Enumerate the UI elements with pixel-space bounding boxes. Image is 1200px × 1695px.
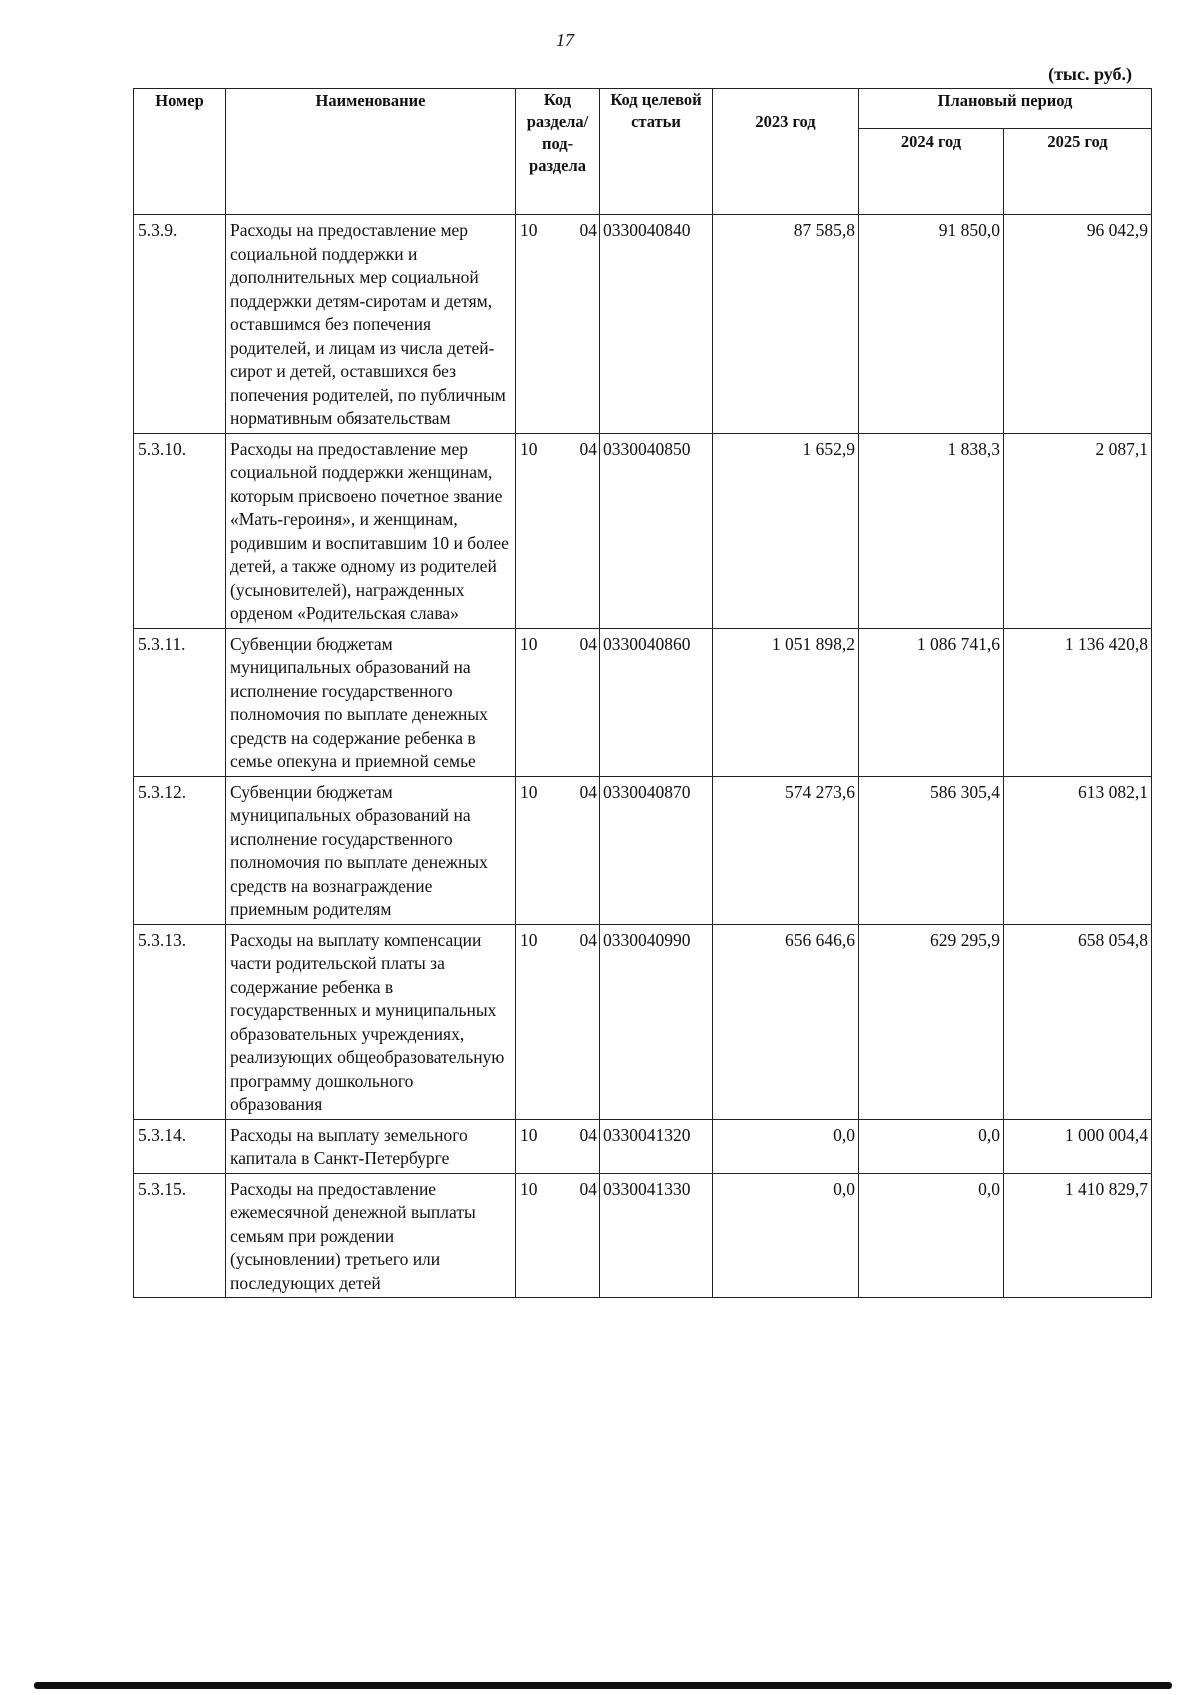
header-target-code: Код целевой статьи <box>600 89 713 215</box>
row-value-2023: 656 646,6 <box>713 924 859 1119</box>
row-target-code: 0330040860 <box>600 628 713 776</box>
page-bottom-border <box>34 1682 1172 1689</box>
row-target-code: 0330040870 <box>600 776 713 924</box>
row-subsection: 04 <box>579 781 597 802</box>
table-row <box>134 1173 1152 1298</box>
row-value-2023: 1 051 898,2 <box>713 628 859 776</box>
row-subsection: 04 <box>579 438 597 459</box>
table-row <box>134 924 1152 1119</box>
row-value-2024: 1 086 741,6 <box>859 628 1004 776</box>
row-section: 10 <box>520 929 538 950</box>
row-subsection: 04 <box>579 220 597 240</box>
row-number: 5.3.11. <box>134 628 226 776</box>
row-section: 10 <box>520 781 538 802</box>
table-row <box>134 628 1152 776</box>
budget-table <box>133 88 1152 1298</box>
row-section-code <box>516 1173 600 1298</box>
row-value-2024: 91 850,0 <box>859 215 1004 434</box>
row-value-2025: 2 087,1 <box>1004 433 1152 628</box>
row-value-2023: 1 652,9 <box>713 433 859 628</box>
row-section-code <box>516 628 600 776</box>
table-row <box>134 433 1152 628</box>
row-value-2023: 574 273,6 <box>713 776 859 924</box>
row-number: 5.3.10. <box>134 433 226 628</box>
row-number: 5.3.15. <box>134 1173 226 1298</box>
row-section: 10 <box>520 438 538 459</box>
header-year-2025: 2025 год <box>1004 129 1152 215</box>
row-value-2025: 613 082,1 <box>1004 776 1152 924</box>
table-row <box>134 215 1152 434</box>
row-target-code: 0330040850 <box>600 433 713 628</box>
header-year-2023: 2023 год <box>713 89 859 215</box>
row-name: Расходы на выплату компенсации части родительской платы за содержание ребенка в государственных и муниципальных образовательных учреждениях, реализующих общеобразовательную программу дошкольного образования <box>226 924 516 1119</box>
header-number: Номер <box>134 89 226 215</box>
row-value-2024: 629 295,9 <box>859 924 1004 1119</box>
row-value-2023: 87 585,8 <box>713 215 859 434</box>
row-section-code <box>516 433 600 628</box>
row-target-code: 0330041330 <box>600 1173 713 1298</box>
row-subsection: 04 <box>579 1178 597 1199</box>
row-subsection: 04 <box>579 633 597 654</box>
row-number: 5.3.12. <box>134 776 226 924</box>
row-number: 5.3.9. <box>134 215 226 434</box>
row-section-code <box>516 776 600 924</box>
row-name: Расходы на предоставление мер социальной поддержки женщинам, которым присвоено почетное звание «Мать-героиня», и женщинам, родившим и воспитавшим 10 и более детей, а также одному из родителей (усыновителей), награжденных орденом «Родительская слава» <box>226 433 516 628</box>
units-label: (тыс. руб.) <box>1048 64 1132 84</box>
row-subsection: 04 <box>579 929 597 950</box>
header-section-code: Код раздела/ под-раздела <box>516 89 600 215</box>
row-name: Расходы на предоставление мер социальной поддержки и дополнительных мер социальной поддержки детям-сиротам и детям, оставшимся без попечения родителей, и лицам из числа детей-сирот и детей, оставшихся без попечения родителей, по публичным нормативным обязательствам <box>226 215 516 434</box>
row-subsection: 04 <box>579 1124 597 1145</box>
row-value-2025: 1 000 004,4 <box>1004 1119 1152 1173</box>
row-value-2024: 0,0 <box>859 1173 1004 1298</box>
row-value-2024: 0,0 <box>859 1119 1004 1173</box>
row-section: 10 <box>520 220 538 240</box>
row-number: 5.3.14. <box>134 1119 226 1173</box>
row-value-2024: 1 838,3 <box>859 433 1004 628</box>
header-planning-period: Плановый период <box>859 89 1152 129</box>
row-name: Субвенции бюджетам муниципальных образований на исполнение государственного полномочия по выплате денежных средств на содержание ребенка в семье опекуна и приемной семье <box>226 628 516 776</box>
table-body <box>134 215 1152 1298</box>
header-name: Наименование <box>226 89 516 215</box>
table-row <box>134 776 1152 924</box>
row-target-code: 0330041320 <box>600 1119 713 1173</box>
row-name: Расходы на предоставление ежемесячной денежной выплаты семьям при рождении (усыновлении) третьего или последующих детей <box>226 1173 516 1298</box>
row-value-2025: 96 042,9 <box>1004 215 1152 434</box>
row-target-code: 0330040990 <box>600 924 713 1119</box>
table-row <box>134 1119 1152 1173</box>
row-number: 5.3.13. <box>134 924 226 1119</box>
row-section-code <box>516 1119 600 1173</box>
row-section: 10 <box>520 633 538 654</box>
row-name: Субвенции бюджетам муниципальных образований на исполнение государственного полномочия по выплате денежных средств на вознаграждение приемным родителям <box>226 776 516 924</box>
row-section-code <box>516 924 600 1119</box>
row-value-2023: 0,0 <box>713 1173 859 1298</box>
page-number: 17 <box>556 30 574 50</box>
row-value-2025: 1 136 420,8 <box>1004 628 1152 776</box>
row-value-2023: 0,0 <box>713 1119 859 1173</box>
row-section-code <box>516 215 600 434</box>
row-value-2024: 586 305,4 <box>859 776 1004 924</box>
row-value-2025: 658 054,8 <box>1004 924 1152 1119</box>
row-name: Расходы на выплату земельного капитала в Санкт-Петербурге <box>226 1119 516 1173</box>
table-header <box>134 89 1152 215</box>
row-value-2025: 1 410 829,7 <box>1004 1173 1152 1298</box>
row-section: 10 <box>520 1124 538 1145</box>
row-target-code: 0330040840 <box>600 215 713 434</box>
header-year-2024: 2024 год <box>859 129 1004 215</box>
row-section: 10 <box>520 1178 538 1199</box>
